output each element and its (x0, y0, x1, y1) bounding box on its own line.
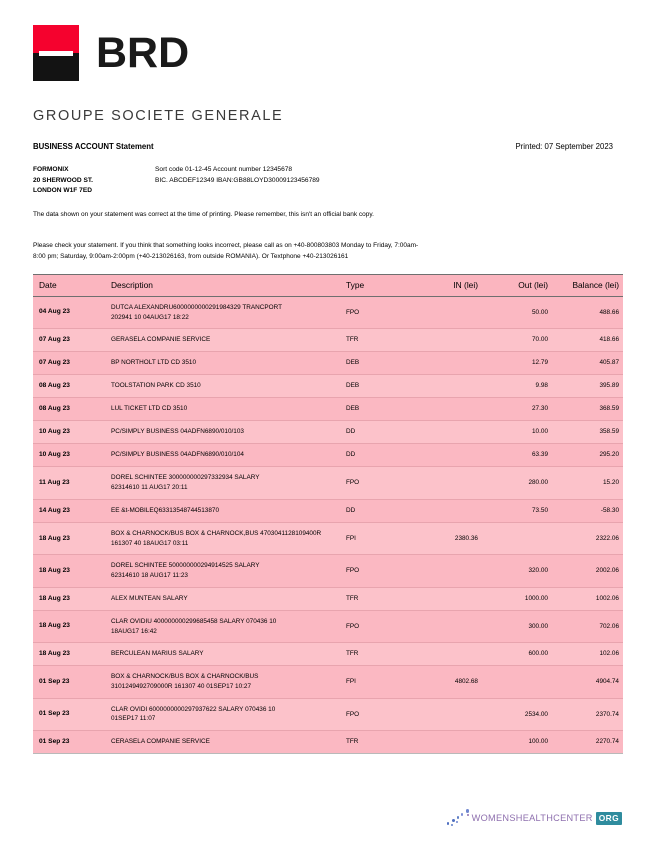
cell-type: DEB (346, 398, 406, 421)
cell-in-amount (406, 555, 478, 587)
table-row (33, 444, 623, 467)
cell-description (111, 698, 346, 730)
account-details-block (33, 165, 613, 197)
cell-out-amount: 2534.00 (478, 698, 548, 730)
table-row (33, 467, 623, 499)
cell-type: FPO (346, 610, 406, 642)
cell-in-amount (406, 643, 478, 666)
cell-description (111, 731, 346, 754)
cell-description (111, 610, 346, 642)
description-line-1: BERCULEAN MARIUS SALARY (111, 650, 204, 658)
cell-balance: 15.20 (548, 467, 623, 499)
table-row (33, 587, 623, 610)
cell-date: 01 Sep 23 (33, 731, 111, 754)
table-row (33, 610, 623, 642)
cell-in-amount (406, 698, 478, 730)
cell-out-amount: 70.00 (478, 329, 548, 352)
cell-in-amount (406, 296, 478, 328)
bic-and-iban: BIC. ABCDEF12349 IBAN:GB88LOYD30009123456789 (155, 176, 320, 184)
statement-header-line (33, 142, 613, 151)
column-header-out: Out (lei) (478, 274, 548, 296)
table-row (33, 522, 623, 554)
cell-in-amount (406, 329, 478, 352)
account-address-line2: LONDON W1F 7ED (33, 187, 92, 195)
account-address-line1: 20 SHERWOOD ST. (33, 176, 93, 184)
description-line-1: BOX & CHARNOCK/BUS BOX & CHARNOCK/BUS (111, 673, 259, 681)
cell-date: 01 Sep 23 (33, 666, 111, 698)
cell-balance: 368.59 (548, 398, 623, 421)
cell-type: TFR (346, 643, 406, 666)
brand-tagline: GROUPE SOCIETE GENERALE (33, 108, 284, 124)
cell-type: DEB (346, 375, 406, 398)
cell-date: 07 Aug 23 (33, 329, 111, 352)
cell-in-amount (406, 610, 478, 642)
cell-type: TFR (346, 731, 406, 754)
sparkle-dots-icon (446, 808, 472, 828)
cell-out-amount: 10.00 (478, 421, 548, 444)
cell-in-amount (406, 421, 478, 444)
cell-in-amount: 2380.36 (406, 522, 478, 554)
statement-title: BUSINESS ACCOUNT Statement (33, 142, 154, 151)
cell-date: 18 Aug 23 (33, 522, 111, 554)
cell-out-amount: 320.00 (478, 555, 548, 587)
description-line-1: CLAR OVIDIU 400000000299685458 SALARY 070436 10 (111, 617, 277, 625)
table-row (33, 666, 623, 698)
watermark-text: WOMENSHEALTHCENTER (471, 813, 593, 823)
description-line-2: 161307 40 18AUG17 03:11 (111, 539, 189, 547)
cell-date: 18 Aug 23 (33, 643, 111, 666)
brand-wordmark: BRD (96, 28, 190, 77)
cell-type: FPO (346, 467, 406, 499)
cell-type: TFR (346, 587, 406, 610)
cell-date: 01 Sep 23 (33, 698, 111, 730)
cell-description (111, 329, 346, 352)
description-line-1: CLAR OVIDI 6000000000297937622 SALARY 070436 10 (111, 705, 276, 713)
description-line-1: PC/SIMPLY BUSINESS 04ADFN6890/010/104 (111, 451, 244, 459)
description-line-1: GERASELA COMPANIE SERVICE (111, 336, 211, 344)
cell-date: 14 Aug 23 (33, 499, 111, 522)
cell-in-amount (406, 398, 478, 421)
cell-description (111, 499, 346, 522)
description-line-1: DOREL SCHINTEE 300000000297332934 SALARY (111, 474, 260, 482)
table-row (33, 421, 623, 444)
account-identifiers (155, 165, 320, 197)
cell-balance: 405.87 (548, 352, 623, 375)
table-row (33, 643, 623, 666)
description-line-2: 202941 10 04AUG17 18:22 (111, 313, 189, 321)
cell-balance: 488.66 (548, 296, 623, 328)
cell-type: DD (346, 421, 406, 444)
cell-date: 10 Aug 23 (33, 421, 111, 444)
table-row (33, 352, 623, 375)
cell-balance: 2270.74 (548, 731, 623, 754)
cell-out-amount (478, 522, 548, 554)
cell-balance: 2370.74 (548, 698, 623, 730)
cell-out-amount: 63.39 (478, 444, 548, 467)
watermark (446, 805, 622, 831)
transactions-table (33, 274, 623, 754)
cell-type: FPO (346, 296, 406, 328)
logo-red-block (33, 25, 79, 53)
brd-logo-icon (33, 25, 79, 81)
column-header-type: Type (346, 274, 406, 296)
description-line-1: TOOLSTATION PARK CD 3510 (111, 382, 201, 390)
description-line-1: DUTCA ALEXANDRU6000000000291984329 TRANCPORT (111, 303, 282, 311)
cell-date: 04 Aug 23 (33, 296, 111, 328)
description-line-1: ALEX MUNTEAN SALARY (111, 594, 188, 602)
cell-out-amount: 73.50 (478, 499, 548, 522)
cell-balance: 2002.06 (548, 555, 623, 587)
cell-date: 07 Aug 23 (33, 352, 111, 375)
cell-description (111, 444, 346, 467)
statement-printed-date: Printed: 07 September 2023 (515, 142, 613, 151)
cell-date: 08 Aug 23 (33, 375, 111, 398)
cell-balance: 102.06 (548, 643, 623, 666)
table-header-row (33, 274, 623, 296)
cell-description (111, 296, 346, 328)
column-header-in: IN (lei) (406, 274, 478, 296)
cell-in-amount (406, 375, 478, 398)
description-line-2: 62314610 18 AUG17 11:23 (111, 572, 188, 580)
cell-balance: 418.66 (548, 329, 623, 352)
cell-description (111, 666, 346, 698)
account-holder-name: FORMONIX (33, 166, 69, 173)
brand-header (33, 0, 613, 82)
cell-balance: 395.89 (548, 375, 623, 398)
transactions-table-header (33, 274, 623, 296)
cell-out-amount: 600.00 (478, 643, 548, 666)
cell-description (111, 398, 346, 421)
table-row (33, 329, 623, 352)
description-line-1: CERASELA COMPANIE SERVICE (111, 738, 210, 746)
cell-date: 18 Aug 23 (33, 555, 111, 587)
helpline-note (33, 240, 593, 263)
cell-out-amount: 280.00 (478, 467, 548, 499)
description-line-2: 01SEP17 11:07 (111, 715, 156, 723)
cell-out-amount: 300.00 (478, 610, 548, 642)
column-header-date: Date (33, 274, 111, 296)
cell-date: 18 Aug 23 (33, 587, 111, 610)
cell-type: TFR (346, 329, 406, 352)
description-line-2: 18AUG17 16:42 (111, 627, 157, 635)
description-line-1: PC/SIMPLY BUSINESS 04ADFN6890/010/103 (111, 428, 244, 436)
cell-out-amount: 100.00 (478, 731, 548, 754)
account-address (33, 165, 155, 197)
cell-type: FPO (346, 698, 406, 730)
table-row (33, 375, 623, 398)
description-line-1: DOREL SCHINTEE 500000000294914525 SALARY (111, 562, 260, 570)
cell-description (111, 522, 346, 554)
table-row (33, 731, 623, 754)
cell-description (111, 421, 346, 444)
cell-in-amount: 4802.68 (406, 666, 478, 698)
table-row (33, 499, 623, 522)
cell-out-amount: 50.00 (478, 296, 548, 328)
cell-balance: 702.06 (548, 610, 623, 642)
description-line-1: LUL TICKET LTD CD 3510 (111, 405, 188, 413)
cell-in-amount (406, 587, 478, 610)
helpline-line-1: Please check your statement. If you think that something looks incorrect, please call as on +40-800803803 Monday to Friday, 7:00am- (33, 242, 419, 250)
description-line-2: 62314610 11 AUG17 20:11 (111, 484, 188, 492)
cell-type: DEB (346, 352, 406, 375)
cell-description (111, 352, 346, 375)
table-row (33, 296, 623, 328)
cell-type: FPI (346, 666, 406, 698)
cell-type: DD (346, 499, 406, 522)
description-line-1: EE &t-MOBILEQ63313548744513870 (111, 506, 220, 514)
cell-type: FPI (346, 522, 406, 554)
description-line-1: BOX & CHARNOCK/BUS BOX & CHARNOCK,BUS 4703041128109400R (111, 529, 322, 537)
cell-balance: 2322.06 (548, 522, 623, 554)
cell-out-amount: 27.30 (478, 398, 548, 421)
cell-in-amount (406, 731, 478, 754)
cell-in-amount (406, 467, 478, 499)
cell-balance: 295.20 (548, 444, 623, 467)
accuracy-note: The data shown on your statement was correct at the time of printing. Please remember, this isn't an official bank copy. (33, 211, 374, 219)
watermark-badge: ORG (596, 812, 622, 825)
cell-in-amount (406, 444, 478, 467)
cell-date: 08 Aug 23 (33, 398, 111, 421)
cell-date: 11 Aug 23 (33, 467, 111, 499)
cell-out-amount (478, 666, 548, 698)
cell-out-amount: 1000.00 (478, 587, 548, 610)
cell-out-amount: 9.98 (478, 375, 548, 398)
logo-white-bar (39, 51, 72, 56)
column-header-description: Description (111, 274, 346, 296)
cell-type: DD (346, 444, 406, 467)
cell-out-amount: 12.79 (478, 352, 548, 375)
column-header-balance: Balance (lei) (548, 274, 623, 296)
cell-balance: 1002.06 (548, 587, 623, 610)
table-row (33, 555, 623, 587)
table-row (33, 698, 623, 730)
cell-balance: -58.30 (548, 499, 623, 522)
cell-in-amount (406, 499, 478, 522)
cell-date: 18 Aug 23 (33, 610, 111, 642)
cell-balance: 358.59 (548, 421, 623, 444)
description-line-1: BP NORTHOLT LTD CD 3510 (111, 359, 196, 367)
cell-description (111, 555, 346, 587)
cell-description (111, 643, 346, 666)
logo-black-block (33, 53, 79, 81)
cell-balance: 4904.74 (548, 666, 623, 698)
cell-in-amount (406, 352, 478, 375)
sort-code-and-account-number: Sort code 01-12-45 Account number 12345678 (155, 166, 293, 173)
transactions-table-body (33, 296, 623, 753)
cell-description (111, 375, 346, 398)
helpline-line-2: 8:00 pm; Saturday, 9:00am-2:00pm (+40-213026163, from outside ROMANIA). Or Textphone +40-213026161 (33, 253, 349, 261)
cell-date: 10 Aug 23 (33, 444, 111, 467)
cell-description (111, 467, 346, 499)
cell-description (111, 587, 346, 610)
table-row (33, 398, 623, 421)
description-line-2: 3101249492709000R 161307 40 01SEP17 10:27 (111, 682, 252, 690)
cell-type: FPO (346, 555, 406, 587)
